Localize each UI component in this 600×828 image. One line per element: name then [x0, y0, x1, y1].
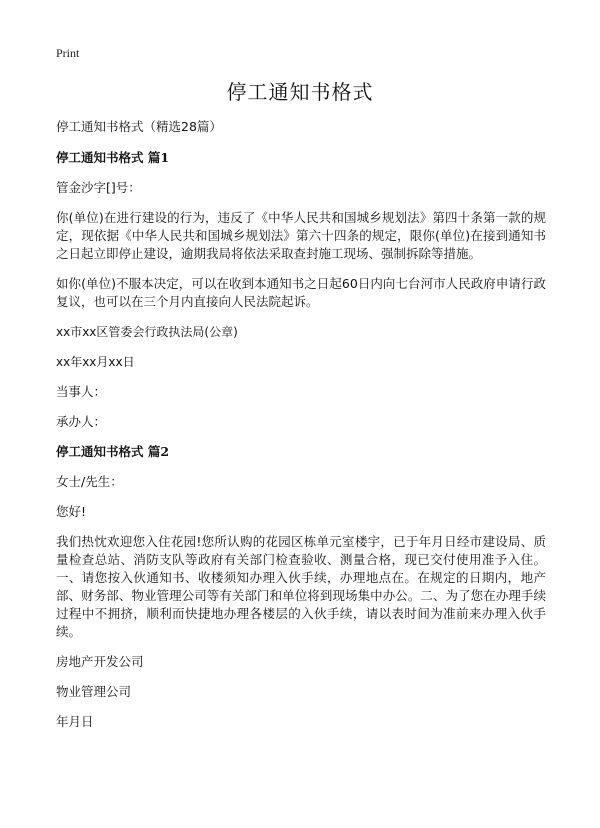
- handler-line: 承办人：: [56, 414, 107, 429]
- print-label: Print: [56, 46, 80, 60]
- section-heading: 停工通知书格式 篇1: [56, 150, 170, 165]
- document-subtitle: 停工通知书格式（精选28篇）: [56, 119, 222, 134]
- date-line: 年月日: [56, 714, 94, 729]
- signature-line: 房地产开发公司: [56, 654, 144, 669]
- document-body: [56, 118, 546, 743]
- party-line: 当事人：: [56, 384, 107, 399]
- body-paragraph: 如你(单位)不服本决定，可以在收到本通知书之日起60日内向七台河市人民政府申请行政复议，也可以在三个月内直接向人民法院起诉。: [56, 276, 546, 309]
- issuer-line: xx市xx区管委会行政执法局(公章): [56, 325, 238, 339]
- body-paragraph: 你(单位)在进行建设的行为，违反了《中华人民共和国城乡规划法》第四十条第一款的规定，现依据《中华人民共和国城乡规划法》第六十四条的规定，限你(单位)在接到通知书之日起立即停止建设，逾期我局将依法采取查封施工现场、强制拆除等措施。: [56, 210, 546, 261]
- greeting: 您好!: [56, 504, 87, 519]
- document-title: 停工通知书格式: [226, 80, 374, 104]
- signature-line: 物业管理公司: [56, 684, 132, 699]
- body-paragraph: 我们热忱欢迎您入住花园!您所认购的花园区栋单元室楼宇，已于年月日经市建设局、质量检查总站、消防支队等政府有关部门检查验收、测量合格，现已交付使用准予入住。一、请您按入伙通知书、收楼须知办理入伙手续，办理地点在。在规定的日期内，地产部、财务部、物业管理公司等有关部门和单位将到现场集中办公。二、为了您在办理手续过程中不拥挤，顺利而快捷地办理各楼层的入伙手续，请以表时间为准前来办理入伙手续。: [56, 534, 546, 639]
- section-heading: 停工通知书格式 篇2: [56, 444, 170, 459]
- salutation: 女士/先生：: [56, 474, 123, 489]
- date-line: xx年xx月xx日: [56, 355, 135, 369]
- salutation: 管金沙字[]号：: [56, 180, 141, 195]
